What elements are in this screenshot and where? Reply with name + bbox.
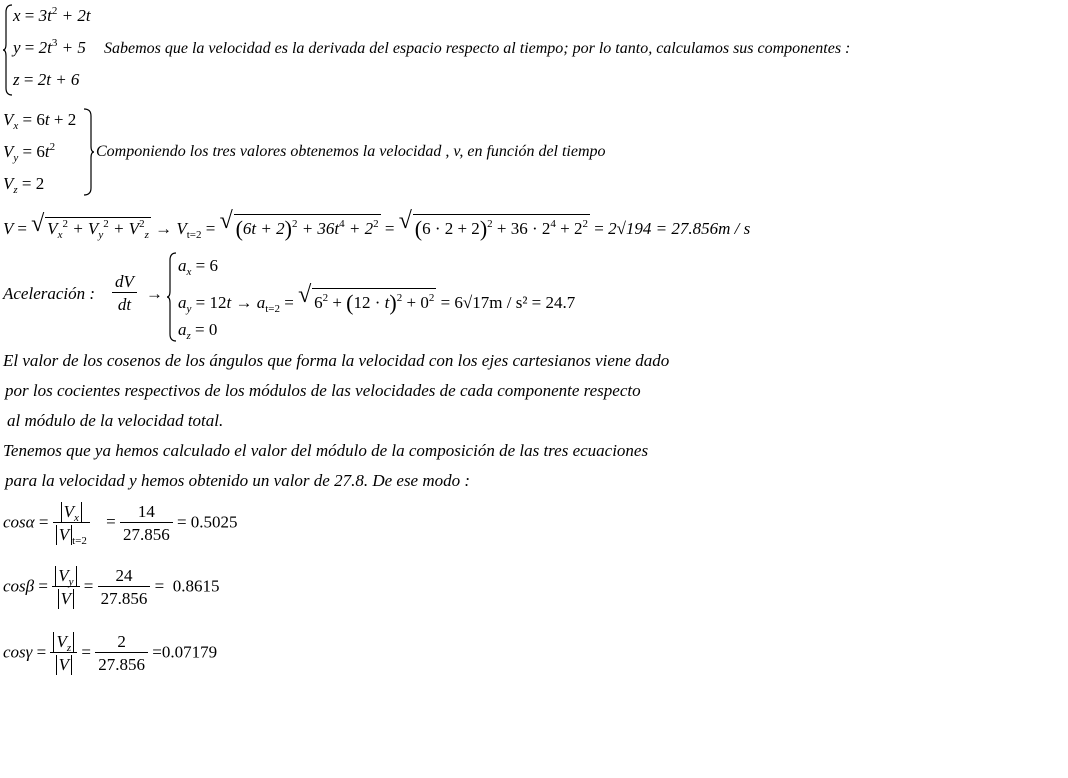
velocity-formula: V = √ $V_x^2 + V_y^2 + V^2_z \to V_{t=2}$ = √ $(6t + 2)^2 + 36t^4 + 2^2$ = √ $(6 \cdot 2 + 2)^2 + 36 \cdot 2^4 + 2^2 = 2√194 = 27.856m / s$ — [3, 208, 751, 241]
paragraph-line-1: El valor de los cosenos de los ángulos que forma la velocidad con los ejes cartesianos viene dado — [3, 351, 670, 370]
cos-gamma-num: 2 — [117, 632, 126, 651]
vz-equation: $V_z = 2$ — [3, 174, 45, 196]
cos-beta-equation: cosβ = $\frac{V_y}{V}$ = $\frac{24}{27.856}$ = 0.8615 — [3, 566, 220, 608]
right-brace — [83, 108, 95, 196]
az-equation: $a_z = 0$ — [178, 320, 218, 342]
cos-beta-num: 24 — [115, 566, 133, 585]
cos-alpha-value: 0.5025 — [190, 512, 238, 532]
cos-gamma-den: 27.856 — [95, 652, 148, 675]
cos-beta-label: cosβ — [3, 576, 35, 596]
cos-alpha-num: 14 — [137, 502, 155, 521]
cos-gamma-label: cosγ — [3, 642, 33, 662]
velocity-comment: Sabemos que la velocidad es la derivada del espacio respecto al tiempo; por lo tanto, calculamos sus componentes : — [104, 40, 851, 57]
paragraph-line-4: Tenemos que ya hemos calculado el valor del módulo de la composición de las tres ecuaciones — [3, 441, 649, 460]
cos-alpha-equation: cosα = $\frac{V_x}{V _{t=2}}$ = $\frac{14}{27.856}$ = 0.5025 — [3, 502, 238, 547]
acceleration-result: 6√17m / s² = 24.7 — [454, 293, 576, 312]
cos-alpha-label: cosα — [3, 512, 35, 532]
arrow: → — [146, 284, 163, 303]
composition-comment: Componiendo los tres valores obtenemos la velocidad , v, en función del tiempo — [96, 143, 606, 160]
cos-alpha-den: 27.856 — [120, 522, 173, 545]
accel-brace — [166, 252, 178, 342]
y-equation: $y = 2t^3 + 5$ — [13, 37, 86, 57]
ax-equation: $a_x = 6$ — [178, 256, 218, 278]
z-equation: z = 2t + 6 — [13, 70, 80, 89]
ay-equation: $a_y = 12t \to a_{t=2}$ = √ $6^2 + (12 \cdot t)^2 + 0^2 = 6√17m / s^2 = 24.7$ — [178, 282, 576, 315]
paragraph-line-5: para la velocidad y hemos obtenido un valor de 27.8. De ese modo : — [5, 471, 471, 490]
velocity-result: 2√194 = 27.856m / s — [608, 219, 751, 238]
paragraph-line-2: por los cocientes respectivos de los módulos de las velocidades de cada componente respecto — [5, 381, 641, 400]
cos-gamma-equation: cosγ = $\frac{V_z}{V}$ = $\frac{2}{27.856}$ =0.07179 — [3, 632, 218, 674]
acceleration-label: Aceleración : — [3, 284, 96, 303]
x-equation: $x = 3t^2 + 2t$ — [13, 5, 91, 25]
vx-equation: $V_x = 6t + 2$ — [3, 110, 77, 132]
cos-beta-den: 27.856 — [98, 586, 151, 609]
cos-beta-value: 0.8615 — [172, 576, 220, 596]
cos-gamma-value: 0.07179 — [161, 642, 218, 662]
dv-dt-fraction: $\frac{dV}{dt}$ — [112, 272, 137, 315]
paragraph-line-3: al módulo de la velocidad total. — [7, 411, 224, 430]
vy-equation: $V_y = 6t^2$ — [3, 141, 56, 164]
